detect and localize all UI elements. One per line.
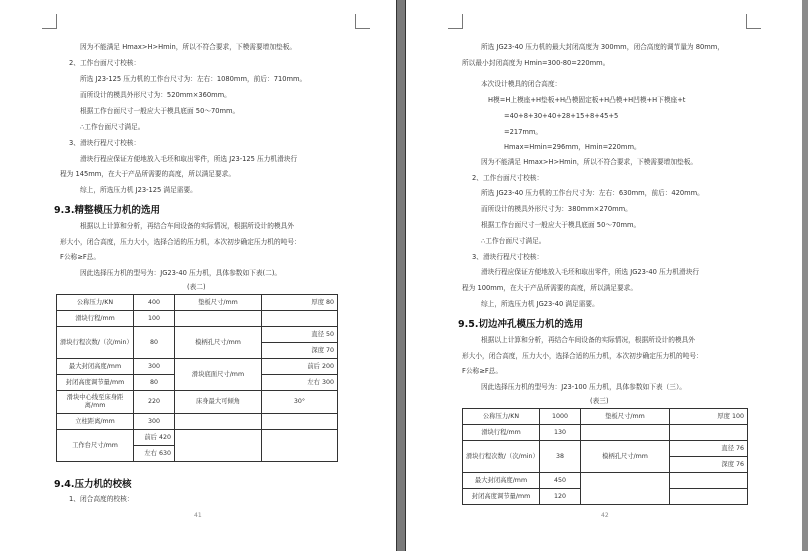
text-line: 因为不能满足 Hmax>H>Hmin，所以不符合要求，下模需要增加垫板。 <box>481 158 698 166</box>
table-cell: 前后 420 <box>134 430 175 446</box>
table-cell <box>581 473 670 505</box>
table-cell: 滑块行程次数/（次/min） <box>57 327 134 359</box>
table-cell: 最大封闭高度/mm <box>57 359 134 375</box>
table-cell: 直径 76 <box>670 441 748 457</box>
table-cell <box>262 311 338 327</box>
text-line: 2、工作台面尺寸校核： <box>69 59 141 67</box>
text-line: 所选 JG23-40 压力机的最大封闭高度为 300mm，闭合高度的调节量为 80mm， <box>481 43 724 51</box>
text-line: 2、工作台面尺寸校核： <box>472 174 544 182</box>
text-line: 程为 145mm，在大于产品所需要的高度，所以满足要求。 <box>60 170 236 178</box>
table-cell: 滑块中心线至床身距离/mm <box>57 391 134 414</box>
page-number: 42 <box>601 512 609 519</box>
table-cell: 工作台尺寸/mm <box>57 430 134 462</box>
text-line: 而所设计的模具外形尺寸为：380mm×270mm。 <box>481 205 632 213</box>
section-heading-9-5: 9.5.切边冲孔模压力机的选用 <box>458 319 583 330</box>
table-cell: 模柄孔尺寸/mm <box>175 327 262 359</box>
text-line: 形大小，闭合高度，压力大小，选择合适的压力机，本次初步确定压力机的吨号： <box>462 352 703 360</box>
table-cell: 厚度 100 <box>670 409 748 425</box>
table-cell: 130 <box>540 425 581 441</box>
table-cell: 1000 <box>540 409 581 425</box>
table-cell: 垫板尺寸/mm <box>581 409 670 425</box>
table-cell: 30° <box>262 391 338 414</box>
text-line: 所选 J23-125 压力机的工作台尺寸为：左右：1080mm，前后：710mm。 <box>80 75 307 83</box>
crop-mark <box>746 14 761 29</box>
table-cell: 床身最大可倾角 <box>175 391 262 414</box>
text-line: 1、闭合高度的校核： <box>69 495 134 503</box>
text-line: ∴工作台面尺寸满足。 <box>481 237 546 245</box>
table-cell: 公称压力/KN <box>57 295 134 311</box>
text-line: =217mm。 <box>504 128 543 136</box>
crop-mark <box>42 14 57 29</box>
table-cell: 左右 630 <box>134 446 175 462</box>
table-cell: 垫板尺寸/mm <box>175 295 262 311</box>
table-cell <box>175 311 262 327</box>
text-line: 本次设计模具的闭合高度： <box>481 80 562 88</box>
text-line: 因此选择压力机的型号为：J23-100 压力机，具体参数如下表（三）。 <box>481 383 686 391</box>
table-cell: 300 <box>134 359 175 375</box>
table-cell: 80 <box>134 327 175 359</box>
section-heading-9-3: 9.3.精整模压力机的选用 <box>54 205 160 216</box>
text-line: 根据以上计算和分析，再结合车间设备的实际情况，根据所设计的模具外 <box>80 222 294 230</box>
table-cell <box>670 473 748 489</box>
press-spec-table-3 <box>462 408 748 505</box>
table-cell: 立柱距离/mm <box>57 414 134 430</box>
crop-mark <box>448 14 463 29</box>
table-cell: 厚度 80 <box>262 295 338 311</box>
table-cell: 300 <box>134 414 175 430</box>
table-cell <box>262 414 338 430</box>
table-cell: 400 <box>134 295 175 311</box>
text-line: 程为 100mm，在大于产品所需要的高度，所以满足要求。 <box>462 284 638 292</box>
table-cell <box>670 489 748 505</box>
text-line: 3、滑块行程尺寸校核： <box>69 139 141 147</box>
table-cell: 最大封闭高度/mm <box>463 473 540 489</box>
text-line: 根据以上计算和分析，再结合车间设备的实际情况，根据所设计的模具外 <box>481 336 695 344</box>
text-line: F公称≥F总。 <box>60 253 101 261</box>
table-cell <box>581 425 670 441</box>
table-cell: 前后 200 <box>262 359 338 375</box>
table-caption: (表二) <box>187 283 206 291</box>
text-line: 所选 JG23-40 压力机的工作台尺寸为：左右：630mm，前后：420mm。 <box>481 189 704 197</box>
text-line: 3、滑块行程尺寸校核： <box>472 253 544 261</box>
text-line: 形大小，闭合高度，压力大小，选择合适的压力机，本次初步确定压力机的吨号： <box>60 238 301 246</box>
table-cell: 滑块行程/mm <box>57 311 134 327</box>
text-line: H模=H上模座+H垫板+H凸模固定板+H凸模+H凹模+H下模座+t <box>488 96 686 104</box>
table-cell: 38 <box>540 441 581 473</box>
table-cell: 封闭高度调节量/mm <box>463 489 540 505</box>
table-cell: 450 <box>540 473 581 489</box>
document-page-right <box>406 0 802 551</box>
text-line: 而所设计的模具外形尺寸为：520mm×360mm。 <box>80 91 231 99</box>
table-cell: 80 <box>134 375 175 391</box>
table-cell: 深度 70 <box>262 343 338 359</box>
table-cell <box>262 430 338 462</box>
text-line: 因此选择压力机的型号为：JG23-40 压力机，具体参数如下表(二)。 <box>80 269 282 277</box>
text-line: ∴工作台面尺寸满足。 <box>80 123 145 131</box>
table-cell <box>175 430 262 462</box>
crop-mark <box>355 14 370 29</box>
document-page-left <box>0 0 396 551</box>
text-line: =40+8+30+40+28+15+8+45+5 <box>504 112 619 120</box>
table-cell <box>175 414 262 430</box>
table-cell: 100 <box>134 311 175 327</box>
text-line: Hmax=Hmin=296mm，Hmin=220mm。 <box>504 143 641 151</box>
text-line: 滑块行程应保证方便地放入毛坯和取出零件，所选 J23-125 压力机滑块行 <box>80 155 298 163</box>
table-cell: 模柄孔尺寸/mm <box>581 441 670 473</box>
table-cell: 深度 76 <box>670 457 748 473</box>
table-caption: (表三) <box>590 397 609 405</box>
table-cell: 滑块行程/mm <box>463 425 540 441</box>
table-cell: 滑块底面尺寸/mm <box>175 359 262 391</box>
table-cell: 封闭高度调节量/mm <box>57 375 134 391</box>
section-heading-9-4: 9.4.压力机的校核 <box>54 479 132 490</box>
text-line: 根据工作台面尺寸一般应大于模具底面 50～70mm。 <box>481 221 641 229</box>
text-line: 综上，所选压力机 JG23-40 满足需要。 <box>481 300 599 308</box>
text-line: 根据工作台面尺寸一般应大于模具底面 50～70mm。 <box>80 107 240 115</box>
text-line: F公称≥F总。 <box>462 367 503 375</box>
table-cell <box>670 425 748 441</box>
page-number: 41 <box>194 512 202 519</box>
text-line: 因为不能满足 Hmax>H>Hmin，所以不符合要求，下模需要增加垫板。 <box>80 43 297 51</box>
table-cell: 120 <box>540 489 581 505</box>
table-cell: 220 <box>134 391 175 414</box>
table-cell: 直径 50 <box>262 327 338 343</box>
table-cell: 公称压力/KN <box>463 409 540 425</box>
press-spec-table-2 <box>56 294 338 462</box>
table-cell: 左右 300 <box>262 375 338 391</box>
text-line: 综上，所选压力机 J23-125 满足需要。 <box>80 186 197 194</box>
page-gutter <box>396 0 406 551</box>
table-cell: 滑块行程次数/（次/min） <box>463 441 540 473</box>
text-line: 滑块行程应保证方便地放入毛坯和取出零件，所选 JG23-40 压力机滑块行 <box>481 268 700 276</box>
text-line: 所以最小封闭高度为 Hmin=300-80=220mm。 <box>462 59 610 67</box>
